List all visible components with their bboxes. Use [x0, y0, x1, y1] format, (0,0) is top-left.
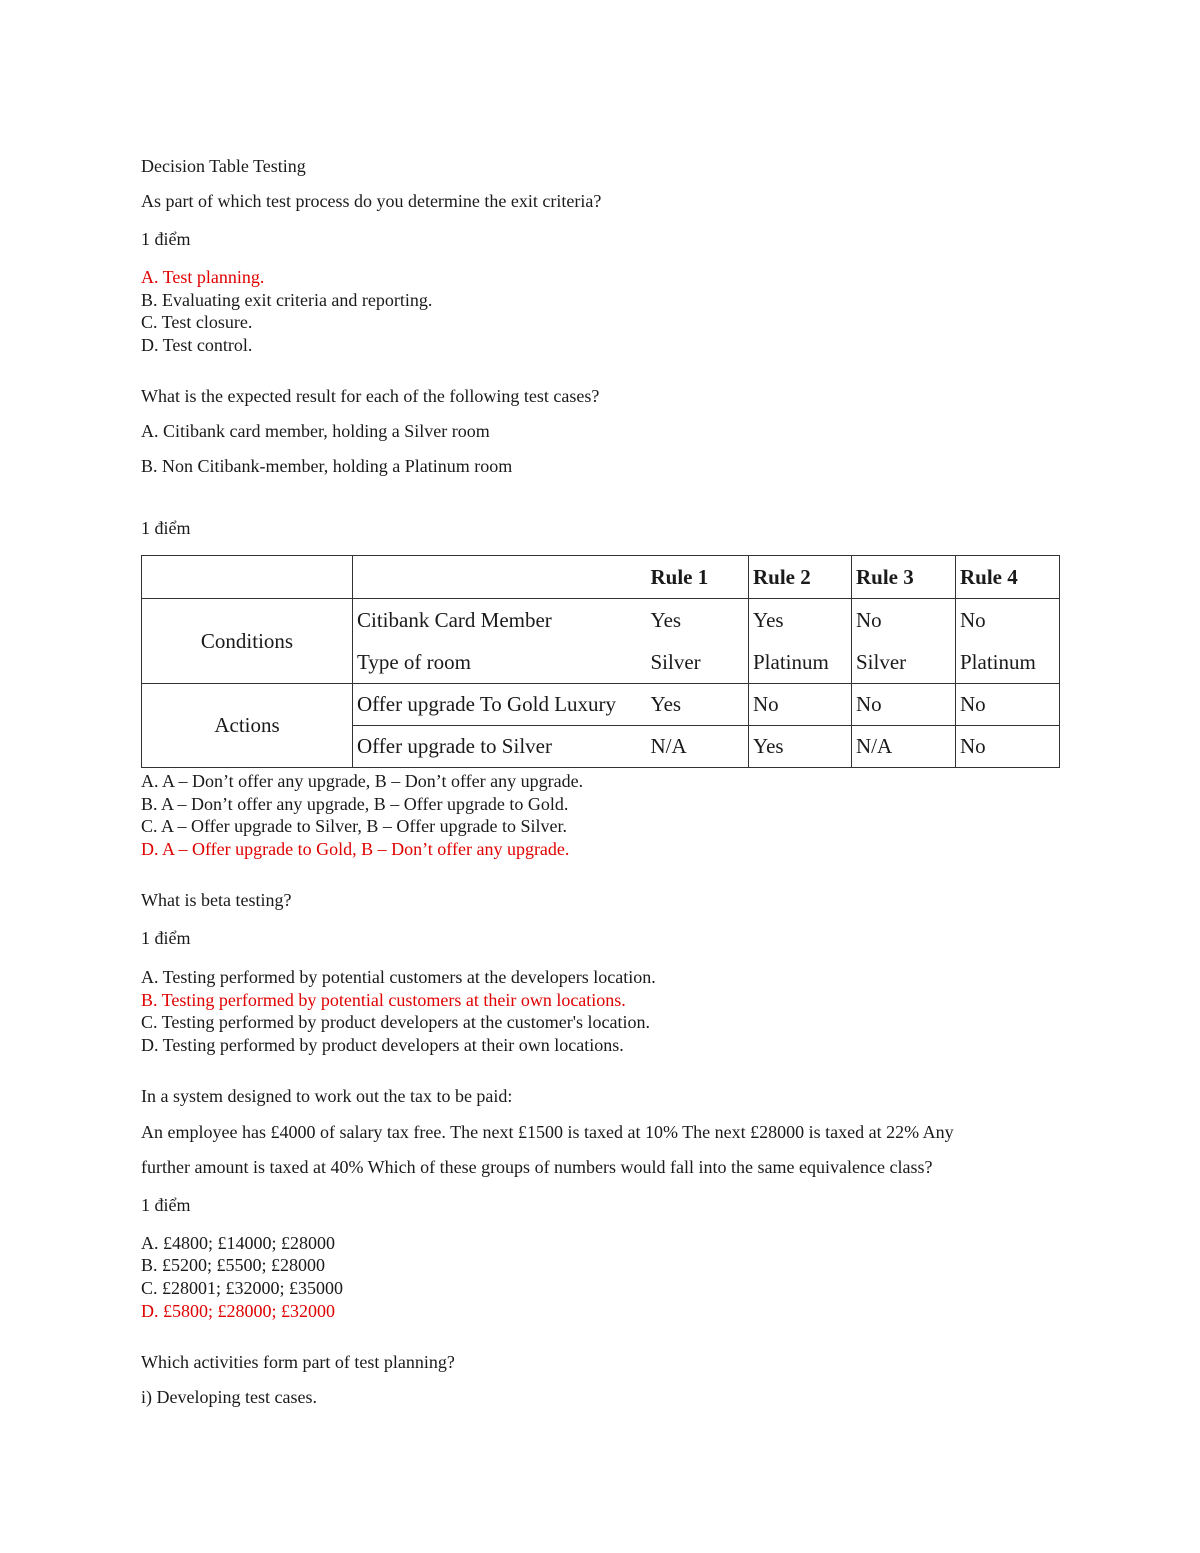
action-value: Yes — [647, 684, 749, 726]
rule-3-header: Rule 3 — [852, 556, 956, 599]
condition-value: No — [960, 608, 986, 632]
rule-1-header: Rule 1 — [647, 556, 749, 599]
condition-value: Silver — [856, 650, 907, 674]
header-empty-cell — [353, 556, 647, 599]
q2-option-b: B. A – Don’t offer any upgrade, B – Offer upgrade to Gold. — [141, 794, 569, 814]
condition-value: Platinum — [960, 650, 1036, 674]
condition-value: Platinum — [753, 650, 829, 674]
q1-option-c: C. Test closure. — [141, 312, 253, 332]
rule-4-conditions — [956, 599, 1060, 684]
q2-option-a: A. A – Don’t offer any upgrade, B – Don’t offer any upgrade. — [141, 771, 584, 791]
q4-option-a: A. £4800; £14000; £28000 — [141, 1233, 336, 1253]
condition-value: Yes — [650, 608, 682, 632]
question-4-line-2: further amount is taxed at 40% Which of these groups of numbers would fall into the same equivalence class? — [141, 1157, 933, 1177]
action-row — [142, 684, 1060, 726]
action-name: Offer upgrade to Silver — [353, 726, 647, 768]
question-5-text: Which activities form part of test planning? — [141, 1352, 455, 1372]
q1-option-b: B. Evaluating exit criteria and reporting. — [141, 290, 433, 310]
action-value: No — [852, 684, 956, 726]
q5-item-1: i) Developing test cases. — [141, 1387, 317, 1407]
q3-option-d: D. Testing performed by product developers at their own locations. — [141, 1035, 624, 1055]
action-value: N/A — [647, 726, 749, 768]
header-empty-cell — [142, 556, 353, 599]
conditions-label: Conditions — [142, 599, 353, 684]
q3-option-a: A. Testing performed by potential customers at the developers location. — [141, 967, 656, 987]
question-2-text: What is the expected result for each of the following test cases? — [141, 386, 600, 406]
rule-2-conditions — [749, 599, 852, 684]
q3-option-c: C. Testing performed by product developers at the customer's location. — [141, 1012, 651, 1032]
q2-option-c: C. A – Offer upgrade to Silver, B – Offer upgrade to Silver. — [141, 816, 568, 836]
q2-option-d: D. A – Offer upgrade to Gold, B – Don’t offer any upgrade. — [141, 839, 570, 859]
q4-option-b: B. £5200; £5500; £28000 — [141, 1255, 326, 1275]
q1-option-a: A. Test planning. — [141, 267, 265, 287]
condition-value: No — [856, 608, 882, 632]
condition-name: Citibank Card Member — [357, 608, 552, 632]
document-title: Decision Table Testing — [141, 156, 306, 176]
question-1-points: 1 điểm — [141, 229, 191, 249]
q4-option-d: D. £5800; £28000; £32000 — [141, 1301, 336, 1321]
q3-option-b: B. Testing performed by potential customers at their own locations. — [141, 990, 626, 1010]
condition-value: Silver — [650, 650, 701, 674]
q1-option-d: D. Test control. — [141, 335, 253, 355]
question-4-intro: In a system designed to work out the tax to be paid: — [141, 1086, 513, 1106]
question-3-points: 1 điểm — [141, 928, 191, 948]
q4-option-c: C. £28001; £32000; £35000 — [141, 1278, 344, 1298]
action-value: N/A — [852, 726, 956, 768]
rule-2-header: Rule 2 — [749, 556, 852, 599]
question-4-points: 1 điểm — [141, 1195, 191, 1215]
action-value: No — [956, 726, 1060, 768]
action-value: Yes — [749, 726, 852, 768]
condition-value: Yes — [753, 608, 784, 632]
decision-table-header-row — [142, 556, 1060, 599]
question-1-text: As part of which test process do you determine the exit criteria? — [141, 191, 602, 211]
actions-label: Actions — [142, 684, 353, 768]
rule-3-conditions — [852, 599, 956, 684]
rule-1-conditions — [647, 599, 749, 684]
action-value: No — [956, 684, 1060, 726]
q2-case-a: A. Citibank card member, holding a Silver room — [141, 421, 490, 441]
decision-table — [141, 555, 1060, 768]
q2-case-b: B. Non Citibank-member, holding a Platinum room — [141, 456, 513, 476]
question-2-points: 1 điểm — [141, 518, 191, 538]
action-value: No — [749, 684, 852, 726]
condition-names — [353, 599, 647, 684]
condition-name: Type of room — [357, 650, 472, 674]
rule-4-header: Rule 4 — [956, 556, 1060, 599]
question-3-text: What is beta testing? — [141, 890, 292, 910]
question-4-line-1: An employee has £4000 of salary tax free. The next £1500 is taxed at 10% The next £28000 is taxed at 22% Any — [141, 1122, 954, 1142]
conditions-row — [142, 599, 1060, 684]
action-name: Offer upgrade To Gold Luxury — [353, 684, 647, 726]
